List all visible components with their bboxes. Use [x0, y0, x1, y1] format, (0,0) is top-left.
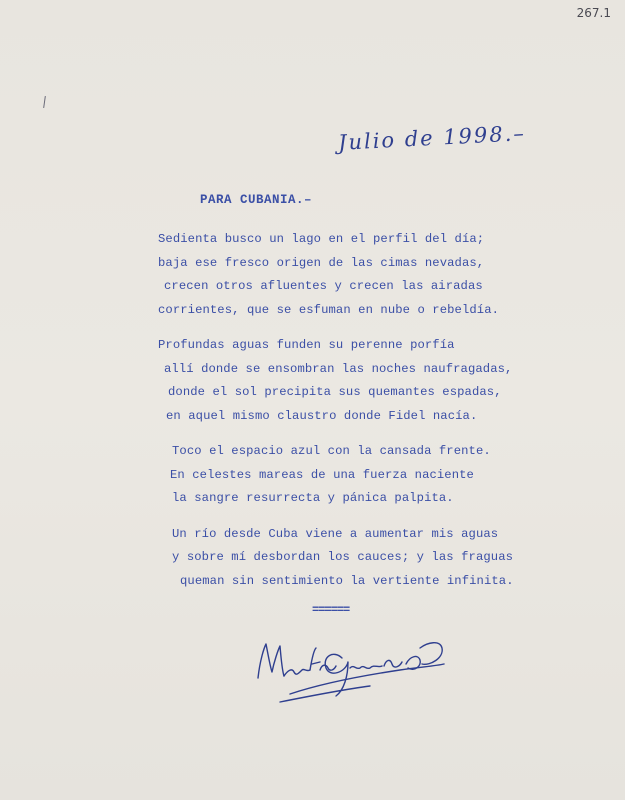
- poem-line: baja ese fresco origen de las cimas nevadas,: [158, 255, 485, 270]
- stanza-2: [158, 334, 598, 428]
- poem-line: y sobre mí desbordan los cauces; y las fraguas: [172, 550, 514, 564]
- stanza-4: [158, 523, 598, 594]
- signature-drawing: [250, 620, 450, 715]
- poem-line: la sangre resurrecta y pánica palpita.: [172, 491, 454, 505]
- poem-line: allí donde se ensombran las noches naufragadas,: [164, 361, 513, 376]
- stanza-1: [158, 228, 598, 322]
- handwritten-date: Julio de 1998.–: [337, 121, 527, 155]
- poem-line: queman sin sentimiento la vertiente infinita.: [180, 573, 514, 588]
- stanza-3: [158, 440, 598, 511]
- poem-body: [158, 228, 598, 593]
- poem-line: En celestes mareas de una fuerza naciente: [170, 467, 474, 482]
- poem-line: crecen otros afluentes y crecen las airadas: [164, 279, 483, 293]
- poem-line: Sedienta busco un lago en el perfil del día;: [158, 232, 485, 246]
- poem-line: Profundas aguas funden su perenne porfía: [158, 338, 455, 352]
- poem-line: en aquel mismo claustro donde Fidel nacía.: [166, 408, 478, 423]
- poem-line: donde el sol precipita sus quemantes espadas,: [168, 385, 502, 399]
- handwritten-signature: [250, 620, 450, 715]
- poem-line: corrientes, que se esfuman en nube o rebeldía.: [158, 302, 500, 317]
- archive-number: 267.1: [576, 6, 611, 20]
- margin-mark: [43, 96, 46, 108]
- poem-title: PARA CUBANIA.–: [200, 193, 313, 207]
- poem-line: Un río desde Cuba viene a aumentar mis aguas: [172, 526, 499, 541]
- separator-mark: ======: [312, 603, 350, 617]
- poem-line: Toco el espacio azul con la cansada frente.: [172, 444, 491, 458]
